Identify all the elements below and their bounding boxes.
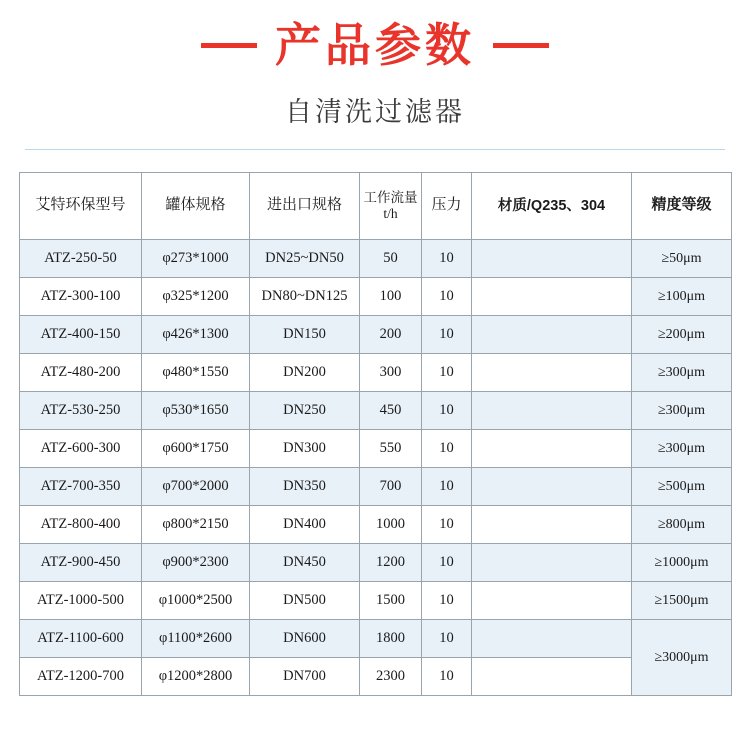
cell-flow: 50 [360, 240, 422, 278]
table-header-row [20, 173, 732, 240]
cell-model: ATZ-1100-600 [20, 620, 142, 658]
cell-pressure: 10 [422, 506, 472, 544]
title-row [0, 19, 750, 71]
column-header-pressure: 压力 [422, 173, 472, 240]
cell-grade: ≥500μm [632, 468, 732, 506]
cell-model: ATZ-250-50 [20, 240, 142, 278]
cell-port: DN150 [250, 316, 360, 354]
cell-model: ATZ-530-250 [20, 392, 142, 430]
table-row [20, 506, 732, 544]
cell-material [472, 658, 632, 696]
column-header-material: 材质/Q235、304 [472, 173, 632, 240]
cell-tank: φ426*1300 [142, 316, 250, 354]
column-header-grade: 精度等级 [632, 173, 732, 240]
cell-pressure: 10 [422, 354, 472, 392]
table-row [20, 316, 732, 354]
table-row [20, 278, 732, 316]
cell-material [472, 392, 632, 430]
cell-port: DN700 [250, 658, 360, 696]
cell-material [472, 430, 632, 468]
cell-flow: 1000 [360, 506, 422, 544]
table-row [20, 544, 732, 582]
cell-material [472, 620, 632, 658]
cell-grade: ≥300μm [632, 392, 732, 430]
cell-flow: 300 [360, 354, 422, 392]
cell-flow: 1500 [360, 582, 422, 620]
spec-table-wrap [19, 172, 731, 696]
cell-port: DN500 [250, 582, 360, 620]
spec-table-body [20, 240, 732, 696]
cell-flow: 1800 [360, 620, 422, 658]
cell-grade: ≥1500μm [632, 582, 732, 620]
cell-grade: ≥100μm [632, 278, 732, 316]
cell-flow: 2300 [360, 658, 422, 696]
cell-tank: φ530*1650 [142, 392, 250, 430]
page-header [0, 0, 750, 150]
title-dash-left [201, 43, 257, 48]
page-title: 产品参数 [275, 19, 475, 71]
cell-pressure: 10 [422, 468, 472, 506]
cell-flow: 100 [360, 278, 422, 316]
cell-pressure: 10 [422, 544, 472, 582]
cell-flow: 200 [360, 316, 422, 354]
cell-flow: 450 [360, 392, 422, 430]
cell-material [472, 506, 632, 544]
cell-material [472, 468, 632, 506]
cell-material [472, 582, 632, 620]
cell-model: ATZ-300-100 [20, 278, 142, 316]
table-row [20, 392, 732, 430]
cell-tank: φ1000*2500 [142, 582, 250, 620]
cell-model: ATZ-700-350 [20, 468, 142, 506]
cell-flow: 1200 [360, 544, 422, 582]
table-row [20, 582, 732, 620]
table-row [20, 240, 732, 278]
cell-tank: φ1100*2600 [142, 620, 250, 658]
cell-grade: ≥3000μm [632, 620, 732, 696]
cell-model: ATZ-800-400 [20, 506, 142, 544]
cell-port: DN400 [250, 506, 360, 544]
table-row [20, 468, 732, 506]
cell-pressure: 10 [422, 392, 472, 430]
cell-port: DN25~DN50 [250, 240, 360, 278]
cell-tank: φ600*1750 [142, 430, 250, 468]
cell-port: DN80~DN125 [250, 278, 360, 316]
cell-model: ATZ-600-300 [20, 430, 142, 468]
column-header-port: 进出口规格 [250, 173, 360, 240]
header-divider [25, 149, 725, 150]
column-header-tank: 罐体规格 [142, 173, 250, 240]
cell-tank: φ700*2000 [142, 468, 250, 506]
cell-port: DN350 [250, 468, 360, 506]
cell-pressure: 10 [422, 430, 472, 468]
cell-tank: φ900*2300 [142, 544, 250, 582]
cell-tank: φ800*2150 [142, 506, 250, 544]
cell-grade: ≥1000μm [632, 544, 732, 582]
cell-model: ATZ-1000-500 [20, 582, 142, 620]
cell-grade: ≥50μm [632, 240, 732, 278]
cell-pressure: 10 [422, 278, 472, 316]
table-row [20, 354, 732, 392]
cell-pressure: 10 [422, 620, 472, 658]
cell-port: DN450 [250, 544, 360, 582]
cell-pressure: 10 [422, 240, 472, 278]
page-subtitle: 自清洗过滤器 [285, 97, 465, 127]
cell-tank: φ1200*2800 [142, 658, 250, 696]
cell-model: ATZ-900-450 [20, 544, 142, 582]
cell-flow: 550 [360, 430, 422, 468]
column-header-flow: 工作流量t/h [360, 173, 422, 240]
cell-flow: 700 [360, 468, 422, 506]
cell-pressure: 10 [422, 658, 472, 696]
cell-pressure: 10 [422, 582, 472, 620]
spec-table [19, 172, 732, 696]
cell-port: DN600 [250, 620, 360, 658]
cell-port: DN200 [250, 354, 360, 392]
cell-material [472, 354, 632, 392]
table-row [20, 658, 732, 696]
title-dash-right [493, 43, 549, 48]
cell-grade: ≥200μm [632, 316, 732, 354]
cell-tank: φ273*1000 [142, 240, 250, 278]
cell-model: ATZ-1200-700 [20, 658, 142, 696]
table-row [20, 620, 732, 658]
cell-grade: ≥300μm [632, 354, 732, 392]
column-header-model: 艾特环保型号 [20, 173, 142, 240]
table-row [20, 430, 732, 468]
cell-material [472, 240, 632, 278]
cell-material [472, 278, 632, 316]
cell-material [472, 544, 632, 582]
cell-port: DN250 [250, 392, 360, 430]
cell-model: ATZ-480-200 [20, 354, 142, 392]
cell-tank: φ325*1200 [142, 278, 250, 316]
cell-pressure: 10 [422, 316, 472, 354]
cell-tank: φ480*1550 [142, 354, 250, 392]
cell-model: ATZ-400-150 [20, 316, 142, 354]
cell-grade: ≥800μm [632, 506, 732, 544]
cell-material [472, 316, 632, 354]
cell-grade: ≥300μm [632, 430, 732, 468]
cell-port: DN300 [250, 430, 360, 468]
spec-table-head [20, 173, 732, 240]
